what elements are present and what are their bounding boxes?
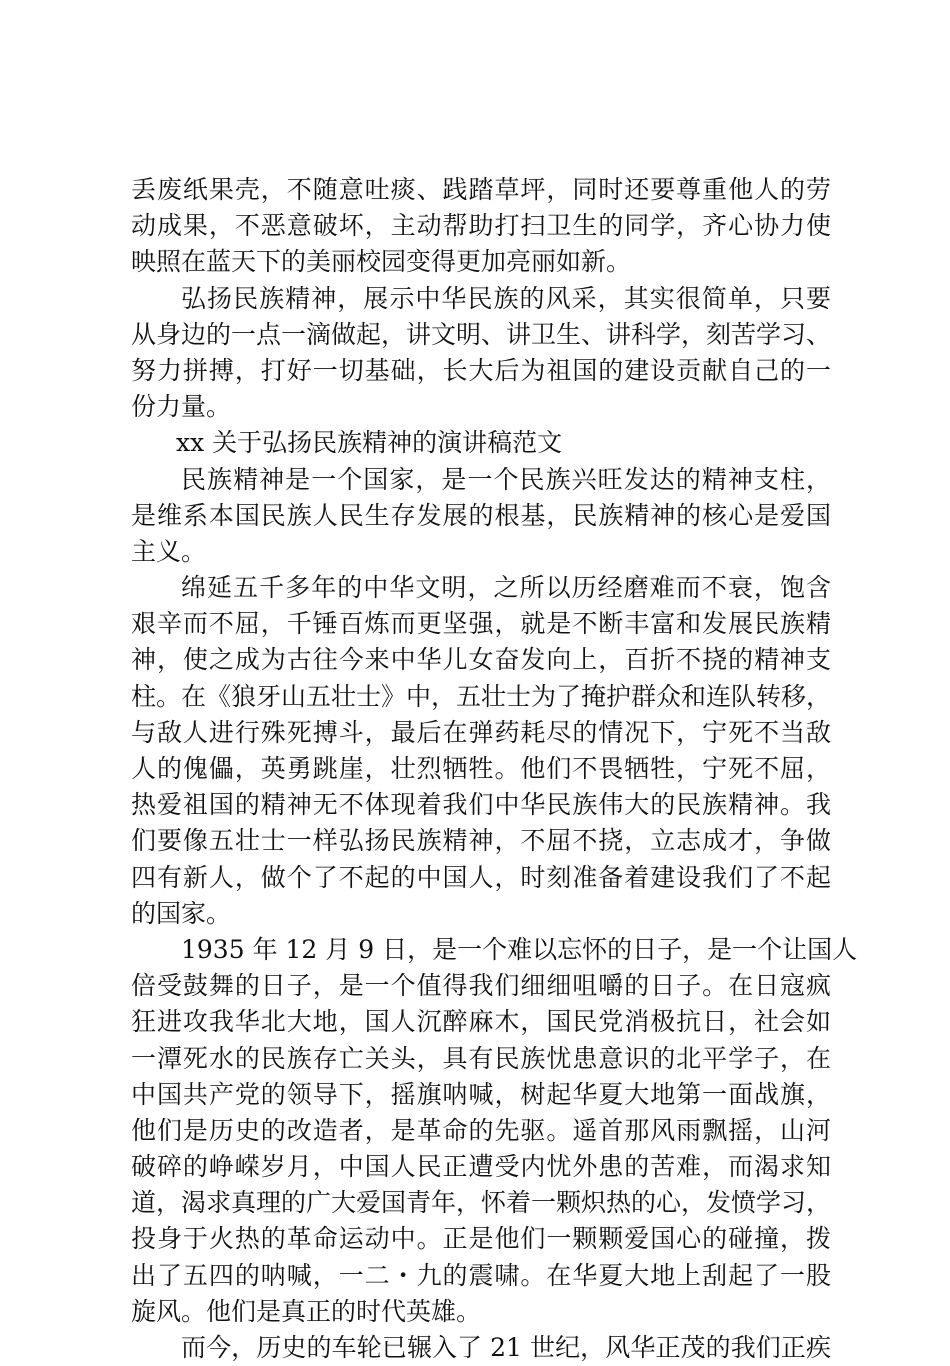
text-line: 狂进攻我华北大地，国人沉醉麻木，国民党消极抗日，社会如 — [131, 1007, 831, 1037]
text-line: 与敌人进行殊死搏斗，最后在弹药耗尽的情况下，宁死不当敌 — [131, 717, 831, 747]
document-body — [131, 172, 858, 1366]
text-line: 们要像五壮士一样弘扬民族精神，不屈不挠，立志成才，争做 — [131, 826, 831, 856]
text-line: 艰辛而不屈，千锤百炼而更坚强，就是不断丰富和发展民族精 — [131, 609, 831, 639]
text-line: 破碎的峥嵘岁月，中国人民正遭受内忧外患的苦难，而渴求知 — [131, 1152, 831, 1182]
text-line: 他们是历史的改造者，是革命的先驱。遥首那风雨飘摇，山河 — [131, 1115, 831, 1145]
paragraph-first-line: 民族精神是一个国家，是一个民族兴旺发达的精神支柱， — [181, 464, 831, 494]
text-line: 从身边的一点一滴做起，讲文明、讲卫生、讲科学，刻苦学习、 — [131, 319, 832, 349]
text-line: 神，使之成为古往今来中华儿女奋发向上，百折不挠的精神支 — [131, 645, 831, 675]
text-line: 热爱祖国的精神无不体现着我们中华民族伟大的民族精神。我 — [131, 790, 831, 820]
paragraph-first-line: 弘扬民族精神，展示中华民族的风采，其实很简单，只要 — [181, 283, 831, 313]
text-line: 人的傀儡，英勇跳崖，壮烈牺牲。他们不畏牺牲，宁死不屈， — [131, 754, 831, 783]
text-line: 出了五四的呐喊，一二・九的震啸。在华夏大地上刮起了一股 — [131, 1260, 831, 1290]
text-line: 是维系本国民族人民生存发展的根基，民族精神的核心是爱国 — [131, 500, 831, 530]
text-line: 道，渴求真理的广大爱国青年，怀着一颗炽热的心，发愤学习， — [131, 1188, 832, 1218]
text-line: 映照在蓝天下的美丽校园变得更加亮丽如新。 — [131, 247, 632, 277]
text-line: 柱。在《狼牙山五壮士》中，五壮士为了掩护群众和连队转移， — [131, 681, 832, 711]
paragraph-first-line: 绵延五千多年的中华文明，之所以历经磨难而不衰，饱含 — [181, 573, 831, 603]
text-line: 一潭死水的民族存亡关头，具有民族忧患意识的北平学子，在 — [131, 1043, 831, 1073]
text-line: 倍受鼓舞的日子，是一个值得我们细细咀嚼的日子。在日寇疯 — [131, 971, 831, 1001]
text-line: 丢废纸果壳，不随意吐痰、践踏草坪，同时还要尊重他人的劳 — [131, 175, 831, 204]
text-line: 份力量。 — [131, 392, 232, 422]
text-line: 努力拼搏，打好一切基础，长大后为祖国的建设贡献自己的一 — [131, 355, 831, 385]
text-line: 动成果，不恶意破坏，主动帮助打扫卫生的同学，齐心协力使 — [131, 211, 831, 241]
section-heading: xx 关于弘扬民族精神的演讲稿范文 — [176, 428, 563, 458]
text-line: 中国共产党的领导下，摇旗呐喊，树起华夏大地第一面战旗， — [131, 1079, 831, 1109]
paragraph-first-line: 1935 年 12 月 9 日，是一个难以忘怀的日子，是一个让国人 — [181, 934, 858, 964]
text-line: 主义。 — [131, 536, 207, 566]
text-line: 的国家。 — [131, 898, 232, 928]
text-line: 旋风。他们是真正的时代英雄。 — [131, 1296, 482, 1326]
text-line: 四有新人，做个了不起的中国人，时刻准备着建设我们了不起 — [131, 862, 831, 892]
text-line: 投身于火热的革命运动中。正是他们一颗颗爱国心的碰撞，拨 — [131, 1224, 831, 1254]
paragraph-first-line: 而今，历史的车轮已辗入了 21 世纪，风华正茂的我们正疾 — [181, 1333, 831, 1362]
